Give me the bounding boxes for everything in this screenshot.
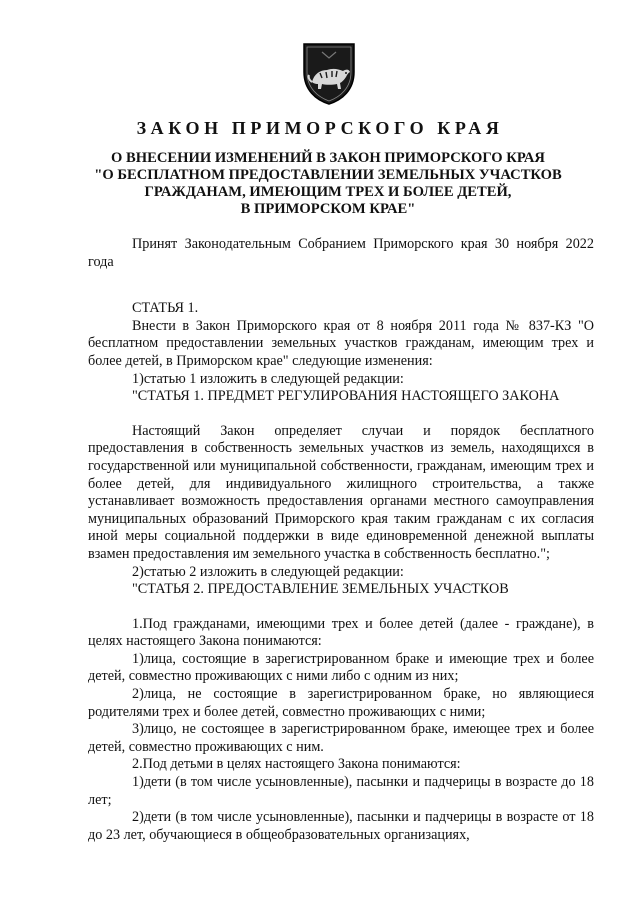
article-1-text: Настоящий Закон определяет случаи и порядок бесплатного предоставления в собственность земельных участков из земель, находящихся в государственной или муниципальной собственности, гражданам, имеющим трех и более детей, для индивидуального жилищного строительства, а также устанавливает возможность предоставления органами местного самоуправления муниципальных образований Приморского края таким гражданам с их согласия иной меры социальной поддержки в виде единовременной денежной выплаты взамен предоставления им земельного участка в собственность бесплатно.";	[88, 422, 594, 562]
paragraph-1-item-3: 3)лицо, не состоящее в зарегистрированном браке, имеющее трех и более детей, совместно проживающих с ним.	[88, 721, 594, 755]
subtitle-line: ГРАЖДАНАМ, ИМЕЮЩИМ ТРЕХ И БОЛЕЕ ДЕТЕЙ,	[144, 184, 512, 200]
subtitle-line: "О БЕСПЛАТНОМ ПРЕДОСТАВЛЕНИИ ЗЕМЕЛЬНЫХ УЧАСТКОВ	[94, 167, 562, 183]
article-1-heading: СТАТЬЯ 1.	[132, 300, 199, 317]
paragraph-1-item-2: 2)лица, не состоящие в зарегистрированном браке, но являющиеся родителями трех и более детей, совместно проживающих с ними;	[88, 686, 594, 720]
amendment-item-1: 1)статью 1 изложить в следующей редакции:	[132, 370, 404, 387]
adoption-note: Принят Законодательным Собранием Приморского края 30 ноября 2022 года	[88, 236, 594, 270]
paragraph-1: 1.Под гражданами, имеющими трех и более детей (далее - граждане), в целях настоящего Закона понимаются:	[88, 615, 594, 650]
article-1-title: "СТАТЬЯ 1. ПРЕДМЕТ РЕГУЛИРОВАНИЯ НАСТОЯЩЕГО ЗАКОНА	[132, 388, 560, 405]
intro-paragraph: Внести в Закон Приморского края от 8 ноября 2011 года № 837-КЗ "О бесплатном предоставлении земельных участков гражданам, имеющим трех и более детей, в Приморском крае" следующие изменения:	[88, 317, 594, 369]
law-subtitle	[60, 150, 596, 218]
paragraph-1-item-1: 1)лица, состоящие в зарегистрированном браке и имеющие трех и более детей, совместно проживающих с ними либо с одним из них;	[88, 650, 594, 685]
primorsky-krai-coat-of-arms-icon	[300, 42, 358, 106]
paragraph-2-item-2: 2)дети (в том числе усыновленные), пасынки и падчерицы в возрасте от 18 до 23 лет, обучающиеся в общеобразовательных организациях,	[88, 809, 594, 843]
amendment-item-2: 2)статью 2 изложить в следующей редакции:	[132, 563, 404, 580]
paragraph-2: 2.Под детьми в целях настоящего Закона понимаются:	[132, 756, 461, 773]
document-body	[88, 236, 594, 844]
law-title: ЗАКОН ПРИМОРСКОГО КРАЯ	[136, 118, 504, 138]
subtitle-line: О ВНЕСЕНИИ ИЗМЕНЕНИЙ В ЗАКОН ПРИМОРСКОГО КРАЯ	[111, 150, 545, 166]
article-2-title: "СТАТЬЯ 2. ПРЕДОСТАВЛЕНИЕ ЗЕМЕЛЬНЫХ УЧАСТКОВ	[132, 581, 509, 598]
paragraph-2-item-1: 1)дети (в том числе усыновленные), пасынки и падчерицы в возрасте до 18 лет;	[88, 774, 594, 808]
subtitle-line: В ПРИМОРСКОМ КРАЕ"	[240, 201, 416, 217]
